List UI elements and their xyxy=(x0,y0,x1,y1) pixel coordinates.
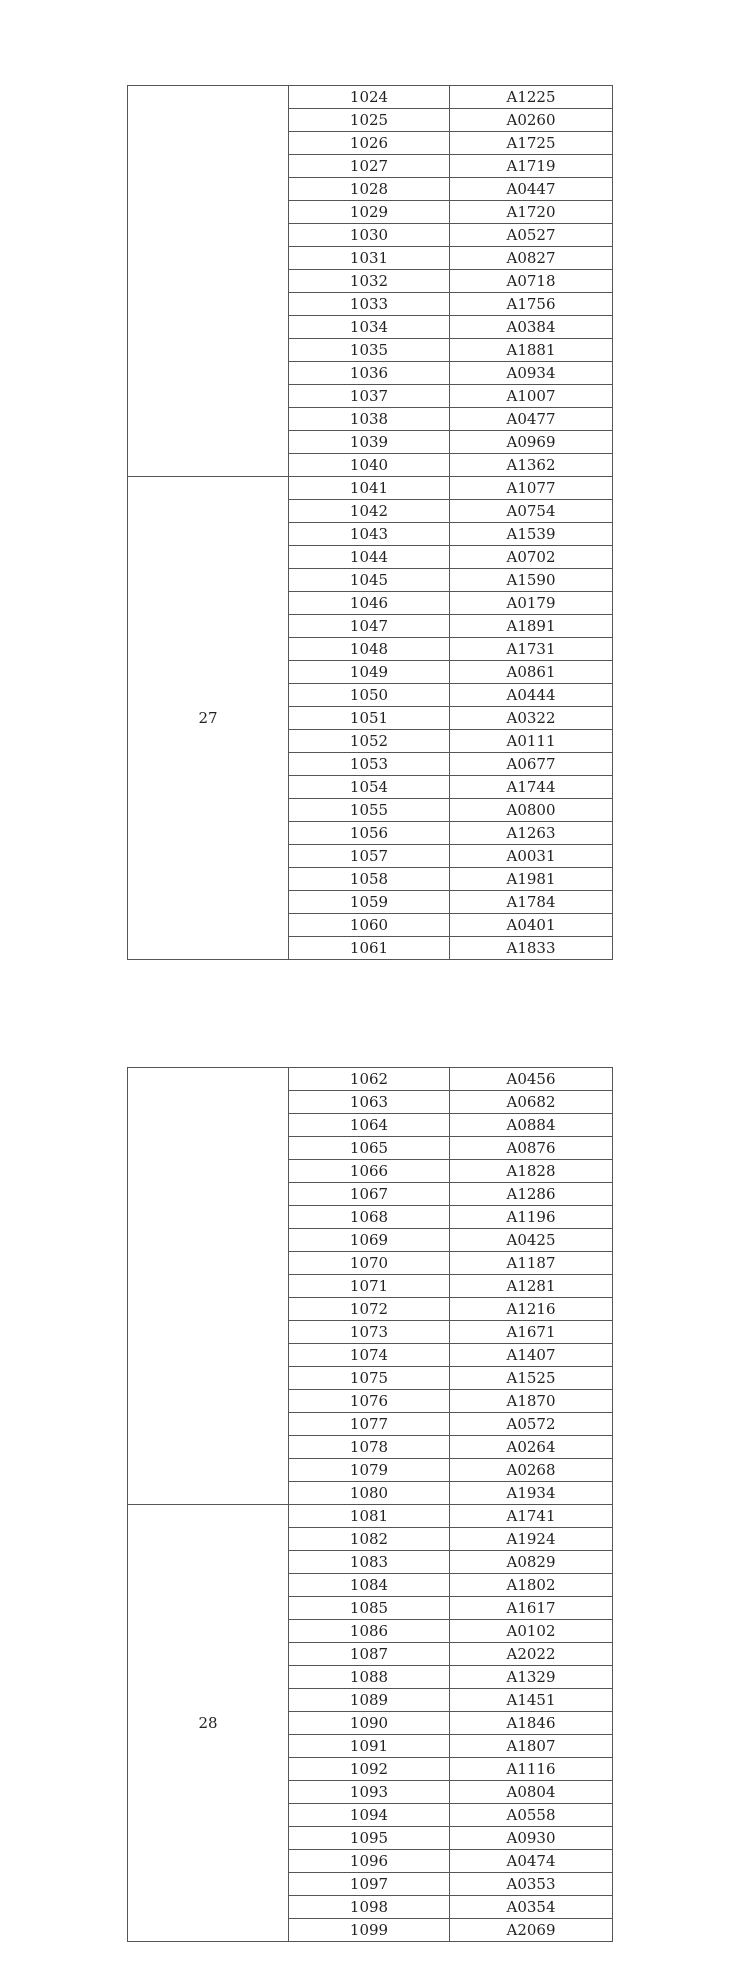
sequence-number-cell: 1028 xyxy=(289,178,450,201)
code-cell: A0425 xyxy=(450,1229,613,1252)
sequence-number-cell: 1066 xyxy=(289,1160,450,1183)
code-cell: A0969 xyxy=(450,431,613,454)
sequence-number-cell: 1099 xyxy=(289,1919,450,1942)
code-cell: A0804 xyxy=(450,1781,613,1804)
sequence-number-cell: 1059 xyxy=(289,891,450,914)
code-cell: A0677 xyxy=(450,753,613,776)
sequence-number-cell: 1030 xyxy=(289,224,450,247)
code-cell: A1225 xyxy=(450,86,613,109)
sequence-number-cell: 1025 xyxy=(289,109,450,132)
code-cell: A1924 xyxy=(450,1528,613,1551)
code-cell: A1617 xyxy=(450,1597,613,1620)
code-cell: A0876 xyxy=(450,1137,613,1160)
code-cell: A0474 xyxy=(450,1850,613,1873)
code-cell: A0111 xyxy=(450,730,613,753)
code-cell: A1828 xyxy=(450,1160,613,1183)
sequence-number-cell: 1070 xyxy=(289,1252,450,1275)
code-cell: A1539 xyxy=(450,523,613,546)
code-cell: A1116 xyxy=(450,1758,613,1781)
code-cell: A0477 xyxy=(450,408,613,431)
sequence-number-cell: 1036 xyxy=(289,362,450,385)
group-number-cell xyxy=(128,86,289,477)
sequence-number-cell: 1091 xyxy=(289,1735,450,1758)
code-cell: A2022 xyxy=(450,1643,613,1666)
sequence-number-cell: 1088 xyxy=(289,1666,450,1689)
sequence-number-cell: 1024 xyxy=(289,86,450,109)
code-cell: A1007 xyxy=(450,385,613,408)
sequence-number-cell: 1096 xyxy=(289,1850,450,1873)
assignment-table-2 xyxy=(127,1067,613,1942)
code-cell: A1329 xyxy=(450,1666,613,1689)
code-cell: A1725 xyxy=(450,132,613,155)
code-cell: A0861 xyxy=(450,661,613,684)
sequence-number-cell: 1079 xyxy=(289,1459,450,1482)
sequence-number-cell: 1067 xyxy=(289,1183,450,1206)
sequence-number-cell: 1075 xyxy=(289,1367,450,1390)
code-cell: A0444 xyxy=(450,684,613,707)
sequence-number-cell: 1038 xyxy=(289,408,450,431)
code-cell: A1720 xyxy=(450,201,613,224)
sequence-number-cell: 1039 xyxy=(289,431,450,454)
code-cell: A0264 xyxy=(450,1436,613,1459)
sequence-number-cell: 1077 xyxy=(289,1413,450,1436)
sequence-number-cell: 1031 xyxy=(289,247,450,270)
sequence-number-cell: 1029 xyxy=(289,201,450,224)
code-cell: A1784 xyxy=(450,891,613,914)
code-cell: A0829 xyxy=(450,1551,613,1574)
code-cell: A0827 xyxy=(450,247,613,270)
sequence-number-cell: 1092 xyxy=(289,1758,450,1781)
sequence-number-cell: 1090 xyxy=(289,1712,450,1735)
code-cell: A1525 xyxy=(450,1367,613,1390)
table-row xyxy=(128,477,613,500)
sequence-number-cell: 1027 xyxy=(289,155,450,178)
sequence-number-cell: 1069 xyxy=(289,1229,450,1252)
sequence-number-cell: 1098 xyxy=(289,1896,450,1919)
code-cell: A1451 xyxy=(450,1689,613,1712)
sequence-number-cell: 1068 xyxy=(289,1206,450,1229)
code-cell: A1756 xyxy=(450,293,613,316)
assignment-table-1 xyxy=(127,85,613,960)
sequence-number-cell: 1046 xyxy=(289,592,450,615)
code-cell: A0572 xyxy=(450,1413,613,1436)
sequence-number-cell: 1061 xyxy=(289,937,450,960)
sequence-number-cell: 1058 xyxy=(289,868,450,891)
code-cell: A0268 xyxy=(450,1459,613,1482)
sequence-number-cell: 1063 xyxy=(289,1091,450,1114)
code-cell: A1187 xyxy=(450,1252,613,1275)
code-cell: A1881 xyxy=(450,339,613,362)
code-cell: A1934 xyxy=(450,1482,613,1505)
sequence-number-cell: 1056 xyxy=(289,822,450,845)
sequence-number-cell: 1084 xyxy=(289,1574,450,1597)
sequence-number-cell: 1095 xyxy=(289,1827,450,1850)
code-cell: A0353 xyxy=(450,1873,613,1896)
code-cell: A0031 xyxy=(450,845,613,868)
table-body xyxy=(128,1068,613,1942)
sequence-number-cell: 1043 xyxy=(289,523,450,546)
code-cell: A0934 xyxy=(450,362,613,385)
code-cell: A1590 xyxy=(450,569,613,592)
code-cell: A0884 xyxy=(450,1114,613,1137)
sequence-number-cell: 1034 xyxy=(289,316,450,339)
code-cell: A1263 xyxy=(450,822,613,845)
sequence-number-cell: 1076 xyxy=(289,1390,450,1413)
sequence-number-cell: 1052 xyxy=(289,730,450,753)
sequence-number-cell: 1073 xyxy=(289,1321,450,1344)
sequence-number-cell: 1051 xyxy=(289,707,450,730)
sequence-number-cell: 1087 xyxy=(289,1643,450,1666)
sequence-number-cell: 1083 xyxy=(289,1551,450,1574)
code-cell: A0260 xyxy=(450,109,613,132)
sequence-number-cell: 1064 xyxy=(289,1114,450,1137)
code-cell: A0718 xyxy=(450,270,613,293)
group-number-cell: 27 xyxy=(128,477,289,960)
code-cell: A0754 xyxy=(450,500,613,523)
code-cell: A1846 xyxy=(450,1712,613,1735)
code-cell: A1077 xyxy=(450,477,613,500)
sequence-number-cell: 1045 xyxy=(289,569,450,592)
code-cell: A0682 xyxy=(450,1091,613,1114)
code-cell: A1281 xyxy=(450,1275,613,1298)
code-cell: A2069 xyxy=(450,1919,613,1942)
code-cell: A0456 xyxy=(450,1068,613,1091)
sequence-number-cell: 1097 xyxy=(289,1873,450,1896)
sequence-number-cell: 1072 xyxy=(289,1298,450,1321)
sequence-number-cell: 1049 xyxy=(289,661,450,684)
sequence-number-cell: 1080 xyxy=(289,1482,450,1505)
code-cell: A1981 xyxy=(450,868,613,891)
sequence-number-cell: 1035 xyxy=(289,339,450,362)
sequence-number-cell: 1093 xyxy=(289,1781,450,1804)
sequence-number-cell: 1041 xyxy=(289,477,450,500)
sequence-number-cell: 1055 xyxy=(289,799,450,822)
sequence-number-cell: 1082 xyxy=(289,1528,450,1551)
sequence-number-cell: 1053 xyxy=(289,753,450,776)
code-cell: A0401 xyxy=(450,914,613,937)
sequence-number-cell: 1086 xyxy=(289,1620,450,1643)
sequence-number-cell: 1074 xyxy=(289,1344,450,1367)
code-cell: A0527 xyxy=(450,224,613,247)
table-row xyxy=(128,1505,613,1528)
code-cell: A0702 xyxy=(450,546,613,569)
sequence-number-cell: 1060 xyxy=(289,914,450,937)
code-cell: A1807 xyxy=(450,1735,613,1758)
code-cell: A1362 xyxy=(450,454,613,477)
group-number-cell: 28 xyxy=(128,1505,289,1942)
code-cell: A0447 xyxy=(450,178,613,201)
sequence-number-cell: 1071 xyxy=(289,1275,450,1298)
sequence-number-cell: 1057 xyxy=(289,845,450,868)
code-cell: A1891 xyxy=(450,615,613,638)
code-cell: A0930 xyxy=(450,1827,613,1850)
code-cell: A1196 xyxy=(450,1206,613,1229)
sequence-number-cell: 1032 xyxy=(289,270,450,293)
sequence-number-cell: 1042 xyxy=(289,500,450,523)
table-row xyxy=(128,1068,613,1091)
code-cell: A1870 xyxy=(450,1390,613,1413)
sequence-number-cell: 1050 xyxy=(289,684,450,707)
sequence-number-cell: 1065 xyxy=(289,1137,450,1160)
sequence-number-cell: 1044 xyxy=(289,546,450,569)
code-cell: A1719 xyxy=(450,155,613,178)
group-number-cell xyxy=(128,1068,289,1505)
code-cell: A0558 xyxy=(450,1804,613,1827)
sequence-number-cell: 1094 xyxy=(289,1804,450,1827)
sequence-number-cell: 1047 xyxy=(289,615,450,638)
code-cell: A0102 xyxy=(450,1620,613,1643)
code-cell: A1216 xyxy=(450,1298,613,1321)
sequence-number-cell: 1026 xyxy=(289,132,450,155)
code-cell: A0354 xyxy=(450,1896,613,1919)
table-row xyxy=(128,86,613,109)
code-cell: A1741 xyxy=(450,1505,613,1528)
sequence-number-cell: 1040 xyxy=(289,454,450,477)
code-cell: A1731 xyxy=(450,638,613,661)
code-cell: A0800 xyxy=(450,799,613,822)
code-cell: A0322 xyxy=(450,707,613,730)
table-body xyxy=(128,86,613,960)
sequence-number-cell: 1081 xyxy=(289,1505,450,1528)
code-cell: A1286 xyxy=(450,1183,613,1206)
code-cell: A0384 xyxy=(450,316,613,339)
code-cell: A1671 xyxy=(450,1321,613,1344)
sequence-number-cell: 1037 xyxy=(289,385,450,408)
sequence-number-cell: 1062 xyxy=(289,1068,450,1091)
sequence-number-cell: 1089 xyxy=(289,1689,450,1712)
code-cell: A1802 xyxy=(450,1574,613,1597)
sequence-number-cell: 1085 xyxy=(289,1597,450,1620)
code-cell: A1407 xyxy=(450,1344,613,1367)
code-cell: A1833 xyxy=(450,937,613,960)
sequence-number-cell: 1048 xyxy=(289,638,450,661)
sequence-number-cell: 1078 xyxy=(289,1436,450,1459)
sequence-number-cell: 1054 xyxy=(289,776,450,799)
code-cell: A0179 xyxy=(450,592,613,615)
code-cell: A1744 xyxy=(450,776,613,799)
sequence-number-cell: 1033 xyxy=(289,293,450,316)
